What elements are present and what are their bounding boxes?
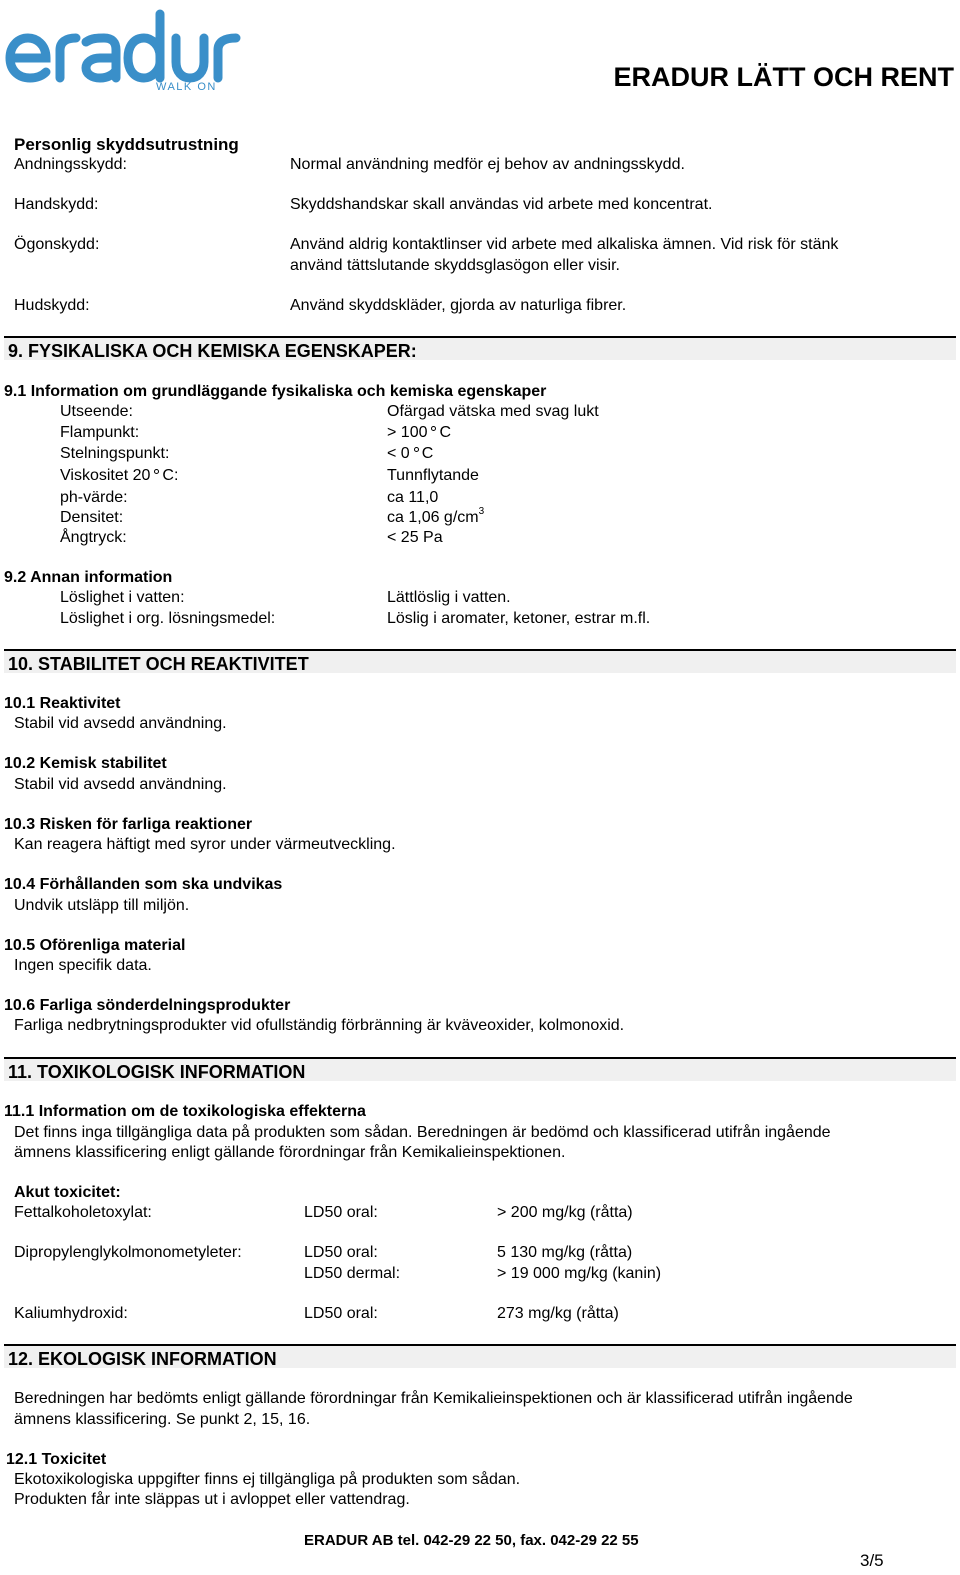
subsection-text: Undvik utsläpp till miljön. [14,897,190,914]
prop-label: Löslighet i vatten: [60,589,185,606]
page-number: 3/5 [860,1551,884,1570]
ppe-text-eye: Använd aldrig kontaktlinser vid arbete med alkaliska ämnen. Vid risk för stänk [290,236,839,253]
ppe-label-respiratory: Andningsskydd: [14,156,127,173]
subsection-heading: 10.3 Risken för farliga reaktioner [4,816,253,833]
prop-value-number: < 0 [387,445,410,462]
ppe-label-hand: Handskydd: [14,196,99,213]
ppe-text-respiratory: Normal användning medför ej behov av andningsskydd. [290,156,685,173]
section-11-1-heading: 11.1 Information om de toxikologiska effekterna [4,1103,366,1120]
section-12-title: 12. EKOLOGISK INFORMATION [8,1349,277,1369]
document-title: ERADUR LÄTT OCH RENT [613,62,954,92]
section-12-1-heading: 12.1 Toxicitet [6,1451,107,1468]
subsection-heading: 10.5 Oförenliga material [4,937,186,954]
prop-label: ph-värde: [60,489,128,506]
section-9-1-heading: 9.1 Information om grundläggande fysikaliska och kemiska egenskaper [4,383,547,400]
degree-icon [154,469,159,474]
prop-value: < 25 Pa [387,529,443,546]
tox-substance: Dipropylenglykolmonometyleter: [14,1244,242,1261]
prop-value: Löslig i aromater, ketoner, estrar m.fl. [387,610,651,627]
tox-substance: Fettalkoholetoxylat: [14,1204,152,1221]
section-12-header [4,1344,956,1368]
prop-label: Densitet: [60,509,124,526]
section-9-header [4,336,956,360]
prop-value-unit: C [421,445,434,462]
tox-test: LD50 oral: [304,1244,378,1261]
paragraph-line: Det finns inga tillgängliga data på produkten som sådan. Beredningen är bedömd och klassificerad utifrån ingående [14,1124,831,1141]
prop-value: Lättlöslig i vatten. [387,589,511,606]
ppe-text-skin: Använd skyddskläder, gjorda av naturliga fibrer. [290,297,627,314]
prop-label: Löslighet i org. lösningsmedel: [60,610,276,627]
paragraph-line: Beredningen har bedömts enligt gällande förordningar från Kemikalieinspektionen och är klassificerad utifrån ingående [14,1390,853,1407]
paragraph-line: Produkten får inte släppas ut i avloppet eller vattendrag. [14,1491,410,1508]
prop-value-unit: C [439,424,452,441]
subsection-text: Stabil vid avsedd användning. [14,776,227,793]
ppe-label-skin: Hudskydd: [14,297,90,314]
section-11-title: 11. TOXIKOLOGISK INFORMATION [8,1062,306,1082]
acute-toxicity-heading: Akut toxicitet: [14,1184,121,1201]
ppe-label-eye: Ögonskydd: [14,236,100,253]
section-10-title: 10. STABILITET OCH REAKTIVITET [8,654,309,674]
subsection-text: Farliga nedbrytningsprodukter vid ofullständig förbränning är kväveoxider, kolmonoxid. [14,1017,625,1034]
tox-test: LD50 oral: [304,1305,378,1322]
prop-label: Ångtryck: [60,529,127,546]
svg-text:WALK ON: WALK ON [156,81,217,92]
tox-substance: Kaliumhydroxid: [14,1305,128,1322]
subsection-heading: 10.4 Förhållanden som ska undvikas [4,876,283,893]
prop-label: Utseende: [60,403,133,420]
tox-value: 273 mg/kg (råtta) [497,1305,619,1322]
prop-value-text: ca 1,06 g/cm [387,509,479,526]
prop-label: Stelningspunkt: [60,445,170,462]
paragraph-line: Ekotoxikologiska uppgifter finns ej tillgängliga på produkten som sådan. [14,1471,521,1488]
tox-value: > 200 mg/kg (råtta) [497,1204,633,1221]
degree-icon [431,426,436,431]
ppe-text-hand: Skyddshandskar skall användas vid arbete med koncentrat. [290,196,713,213]
prop-value [387,423,451,443]
logo [4,6,244,92]
ppe-text-eye-2: använd tättslutande skyddsglasögon eller visir. [290,257,620,274]
prop-label-unit: C: [162,467,179,484]
paragraph-line: ämnens klassificering. Se punkt 2, 15, 16. [14,1411,311,1428]
prop-value-number: > 100 [387,424,428,441]
prop-label-text: Viskositet 20 [60,467,151,484]
prop-label [60,466,178,486]
tox-test: LD50 dermal: [304,1265,401,1282]
prop-value: Tunnflytande [387,467,479,484]
subsection-text: Ingen specifik data. [14,957,152,974]
subsection-heading: 10.2 Kemisk stabilitet [4,755,167,772]
section-10-header [4,649,956,673]
section-9-title: 9. FYSIKALISKA OCH KEMISKA EGENSKAPER: [8,341,417,361]
subsection-heading: 10.6 Farliga sönderdelningsprodukter [4,997,291,1014]
section-9-2-heading: 9.2 Annan information [4,569,173,586]
superscript: 3 [478,506,485,517]
prop-label: Flampunkt: [60,424,140,441]
eradur-logo-icon [4,6,244,92]
prop-value: Ofärgad vätska med svag lukt [387,403,599,420]
prop-value [387,444,433,464]
section-11-header [4,1057,956,1081]
prop-value [387,508,484,528]
tox-value: 5 130 mg/kg (råtta) [497,1244,633,1261]
subsection-text: Stabil vid avsedd användning. [14,715,227,732]
subsection-heading: 10.1 Reaktivitet [4,695,121,712]
footer-contact: ERADUR AB tel. 042-29 22 50, fax. 042-29 22 55 [304,1532,639,1549]
ppe-heading: Personlig skyddsutrustning [14,135,239,154]
subsection-text: Kan reagera häftigt med syror under värmeutveckling. [14,836,396,853]
prop-value: ca 11,0 [387,489,439,506]
degree-icon [414,447,419,452]
tox-test: LD50 oral: [304,1204,378,1221]
paragraph-line: ämnens klassificering enligt gällande förordningar från Kemikalieinspektionen. [14,1144,566,1161]
tox-value: > 19 000 mg/kg (kanin) [497,1265,662,1282]
